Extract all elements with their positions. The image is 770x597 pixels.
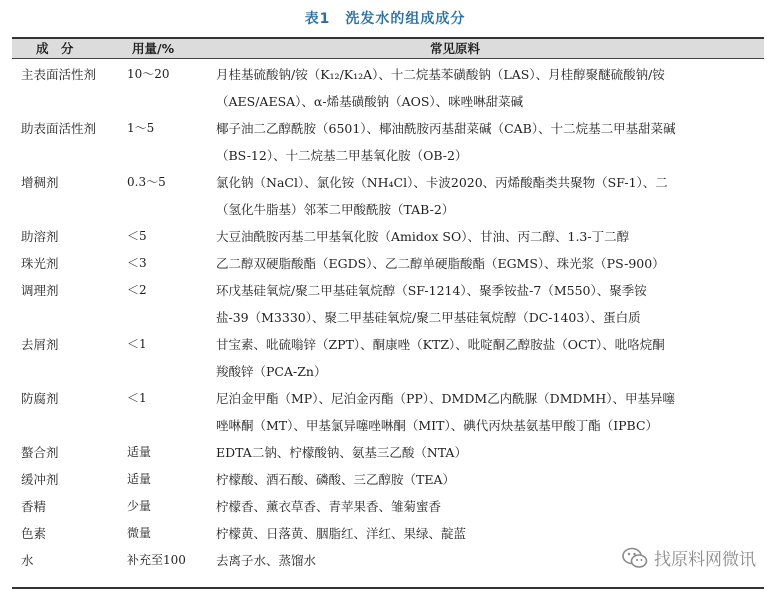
materials-line: 去离子水、蒸馏水 bbox=[216, 553, 317, 568]
cell-dosage: ＜1 bbox=[127, 337, 147, 351]
table-row bbox=[12, 439, 764, 466]
cell-dosage: 0.3～5 bbox=[127, 175, 166, 189]
header-component: 成 分 bbox=[36, 41, 78, 56]
materials-line: 甘宝素、吡硫嗡锌（ZPT）、酮康唑（KTZ）、吡啶酮乙醇胺盐（OCT）、吡咯烷酮 bbox=[216, 337, 665, 352]
materials-line: 椰子油二乙醇酰胺（6501）、椰油酰胺丙基甜菜碱（CAB）、十二烷基二甲基甜菜碱 bbox=[216, 121, 676, 136]
cell-component: 香精 bbox=[21, 499, 47, 514]
cell-materials bbox=[216, 493, 764, 520]
cell-component: 水 bbox=[21, 553, 34, 568]
cell-materials bbox=[216, 250, 764, 277]
cell-component: 防腐剂 bbox=[21, 391, 59, 406]
table-row bbox=[12, 493, 764, 520]
cell-dosage: 适量 bbox=[127, 472, 152, 486]
cell-component: 珠光剂 bbox=[21, 256, 59, 271]
materials-line: （AES/AESA）、α-烯基磺酸钠（AOS）、咪唑啉甜菜碱 bbox=[216, 94, 524, 109]
table-bottom-rule bbox=[12, 587, 764, 589]
cell-component: 去屑剂 bbox=[21, 337, 59, 352]
cell-component: 助溶剂 bbox=[21, 229, 59, 244]
table-row bbox=[12, 223, 764, 250]
materials-line: 氯化钠（NaCl）、氯化铵（NH₄Cl）、卡波2020、丙烯酸酯类共聚物（SF-1）、二 bbox=[216, 175, 668, 190]
header-materials: 常见原料 bbox=[430, 41, 481, 56]
table-header-rule bbox=[12, 58, 764, 59]
cell-materials bbox=[216, 385, 764, 439]
wechat-icon bbox=[622, 547, 648, 569]
cell-component: 增稠剂 bbox=[21, 175, 59, 190]
cell-materials bbox=[216, 277, 764, 331]
watermark bbox=[622, 545, 756, 570]
cell-dosage: 微量 bbox=[127, 526, 152, 540]
cell-materials bbox=[216, 520, 764, 547]
cell-component: 调理剂 bbox=[21, 283, 59, 298]
cell-dosage: 1～5 bbox=[127, 121, 155, 135]
cell-materials bbox=[216, 223, 764, 250]
materials-line: 月桂基硫酸钠/铵（K₁₂/K₁₂A）、十二烷基苯磺酸钠（LAS）、月桂醇聚醚硫酸钠/铵 bbox=[216, 67, 665, 82]
table-row bbox=[12, 331, 764, 385]
table-row bbox=[12, 61, 764, 115]
materials-line: 尼泊金甲酯（MP）、尼泊金丙酯（PP）、DMDM乙内酰脲（DMDMH）、甲基异噻 bbox=[216, 391, 675, 406]
cell-materials bbox=[216, 61, 764, 115]
cell-materials bbox=[216, 331, 764, 385]
materials-line: 柠檬酸、酒石酸、磷酸、三乙醇胺（TEA） bbox=[216, 472, 455, 487]
cell-component: 缓冲剂 bbox=[21, 472, 59, 487]
table-title: 表1 洗发水的组成成分 bbox=[304, 11, 466, 27]
table-header-background bbox=[12, 39, 764, 58]
cell-component: 螯合剂 bbox=[21, 445, 59, 460]
header-dosage: 用量/% bbox=[132, 41, 175, 56]
materials-line: 唑啉酮（MT）、甲基氯异噻唑啉酮（MIT）、碘代丙炔基氨基甲酸丁酯（IPBC） bbox=[216, 418, 659, 433]
materials-line: 柠檬黄、日落黄、胭脂红、洋红、果绿、靛蓝 bbox=[216, 526, 467, 541]
cell-component: 助表面活性剂 bbox=[21, 121, 97, 136]
materials-line: （氢化牛脂基）邻苯二甲酸酰胺（TAB-2） bbox=[216, 202, 455, 217]
table-row bbox=[12, 169, 764, 223]
cell-materials bbox=[216, 439, 764, 466]
cell-component: 色素 bbox=[21, 526, 47, 541]
cell-materials bbox=[216, 169, 764, 223]
materials-line: 环戊基硅氧烷/聚二甲基硅氧烷醇（SF-1214）、聚季铵盐-7（M550）、聚季铵 bbox=[216, 283, 647, 298]
materials-line: （BS-12）、十二烷基二甲基氧化胺（OB-2） bbox=[216, 148, 468, 163]
cell-dosage: 补充至100 bbox=[127, 553, 186, 567]
table-row bbox=[12, 520, 764, 547]
materials-line: 羧酸锌（PCA-Zn） bbox=[216, 364, 327, 379]
table-row bbox=[12, 250, 764, 277]
materials-line: 乙二醇双硬脂酸酯（EGDS）、乙二醇单硬脂酸酯（EGMS）、珠光浆（PS-900） bbox=[216, 256, 665, 271]
table-row bbox=[12, 115, 764, 169]
table-row bbox=[12, 385, 764, 439]
materials-line: 盐-39（M3330）、聚二甲基硅氧烷/聚二甲基硅氧烷醇（DC-1403）、蛋白质 bbox=[216, 310, 641, 325]
cell-dosage: 适量 bbox=[127, 445, 152, 459]
cell-dosage: 少量 bbox=[127, 499, 152, 513]
cell-component: 主表面活性剂 bbox=[21, 67, 97, 82]
cell-dosage: ＜1 bbox=[127, 391, 147, 405]
cell-dosage: ＜3 bbox=[127, 256, 147, 270]
cell-dosage: 10～20 bbox=[127, 67, 170, 81]
watermark-text: 找原料网微讯 bbox=[654, 550, 756, 570]
cell-dosage: ＜2 bbox=[127, 283, 147, 297]
table-row bbox=[12, 466, 764, 493]
table-row bbox=[12, 277, 764, 331]
cell-dosage: ＜5 bbox=[127, 229, 147, 243]
materials-line: EDTA二钠、柠檬酸钠、氨基三乙酸（NTA） bbox=[216, 445, 467, 460]
cell-materials bbox=[216, 115, 764, 169]
materials-line: 柠檬香、薰衣草香、青苹果香、雏菊蜜香 bbox=[216, 499, 442, 514]
cell-materials bbox=[216, 466, 764, 493]
materials-line: 大豆油酰胺丙基二甲基氧化胺（Amidox SO）、甘油、丙二醇、1.3-丁二醇 bbox=[216, 229, 630, 244]
